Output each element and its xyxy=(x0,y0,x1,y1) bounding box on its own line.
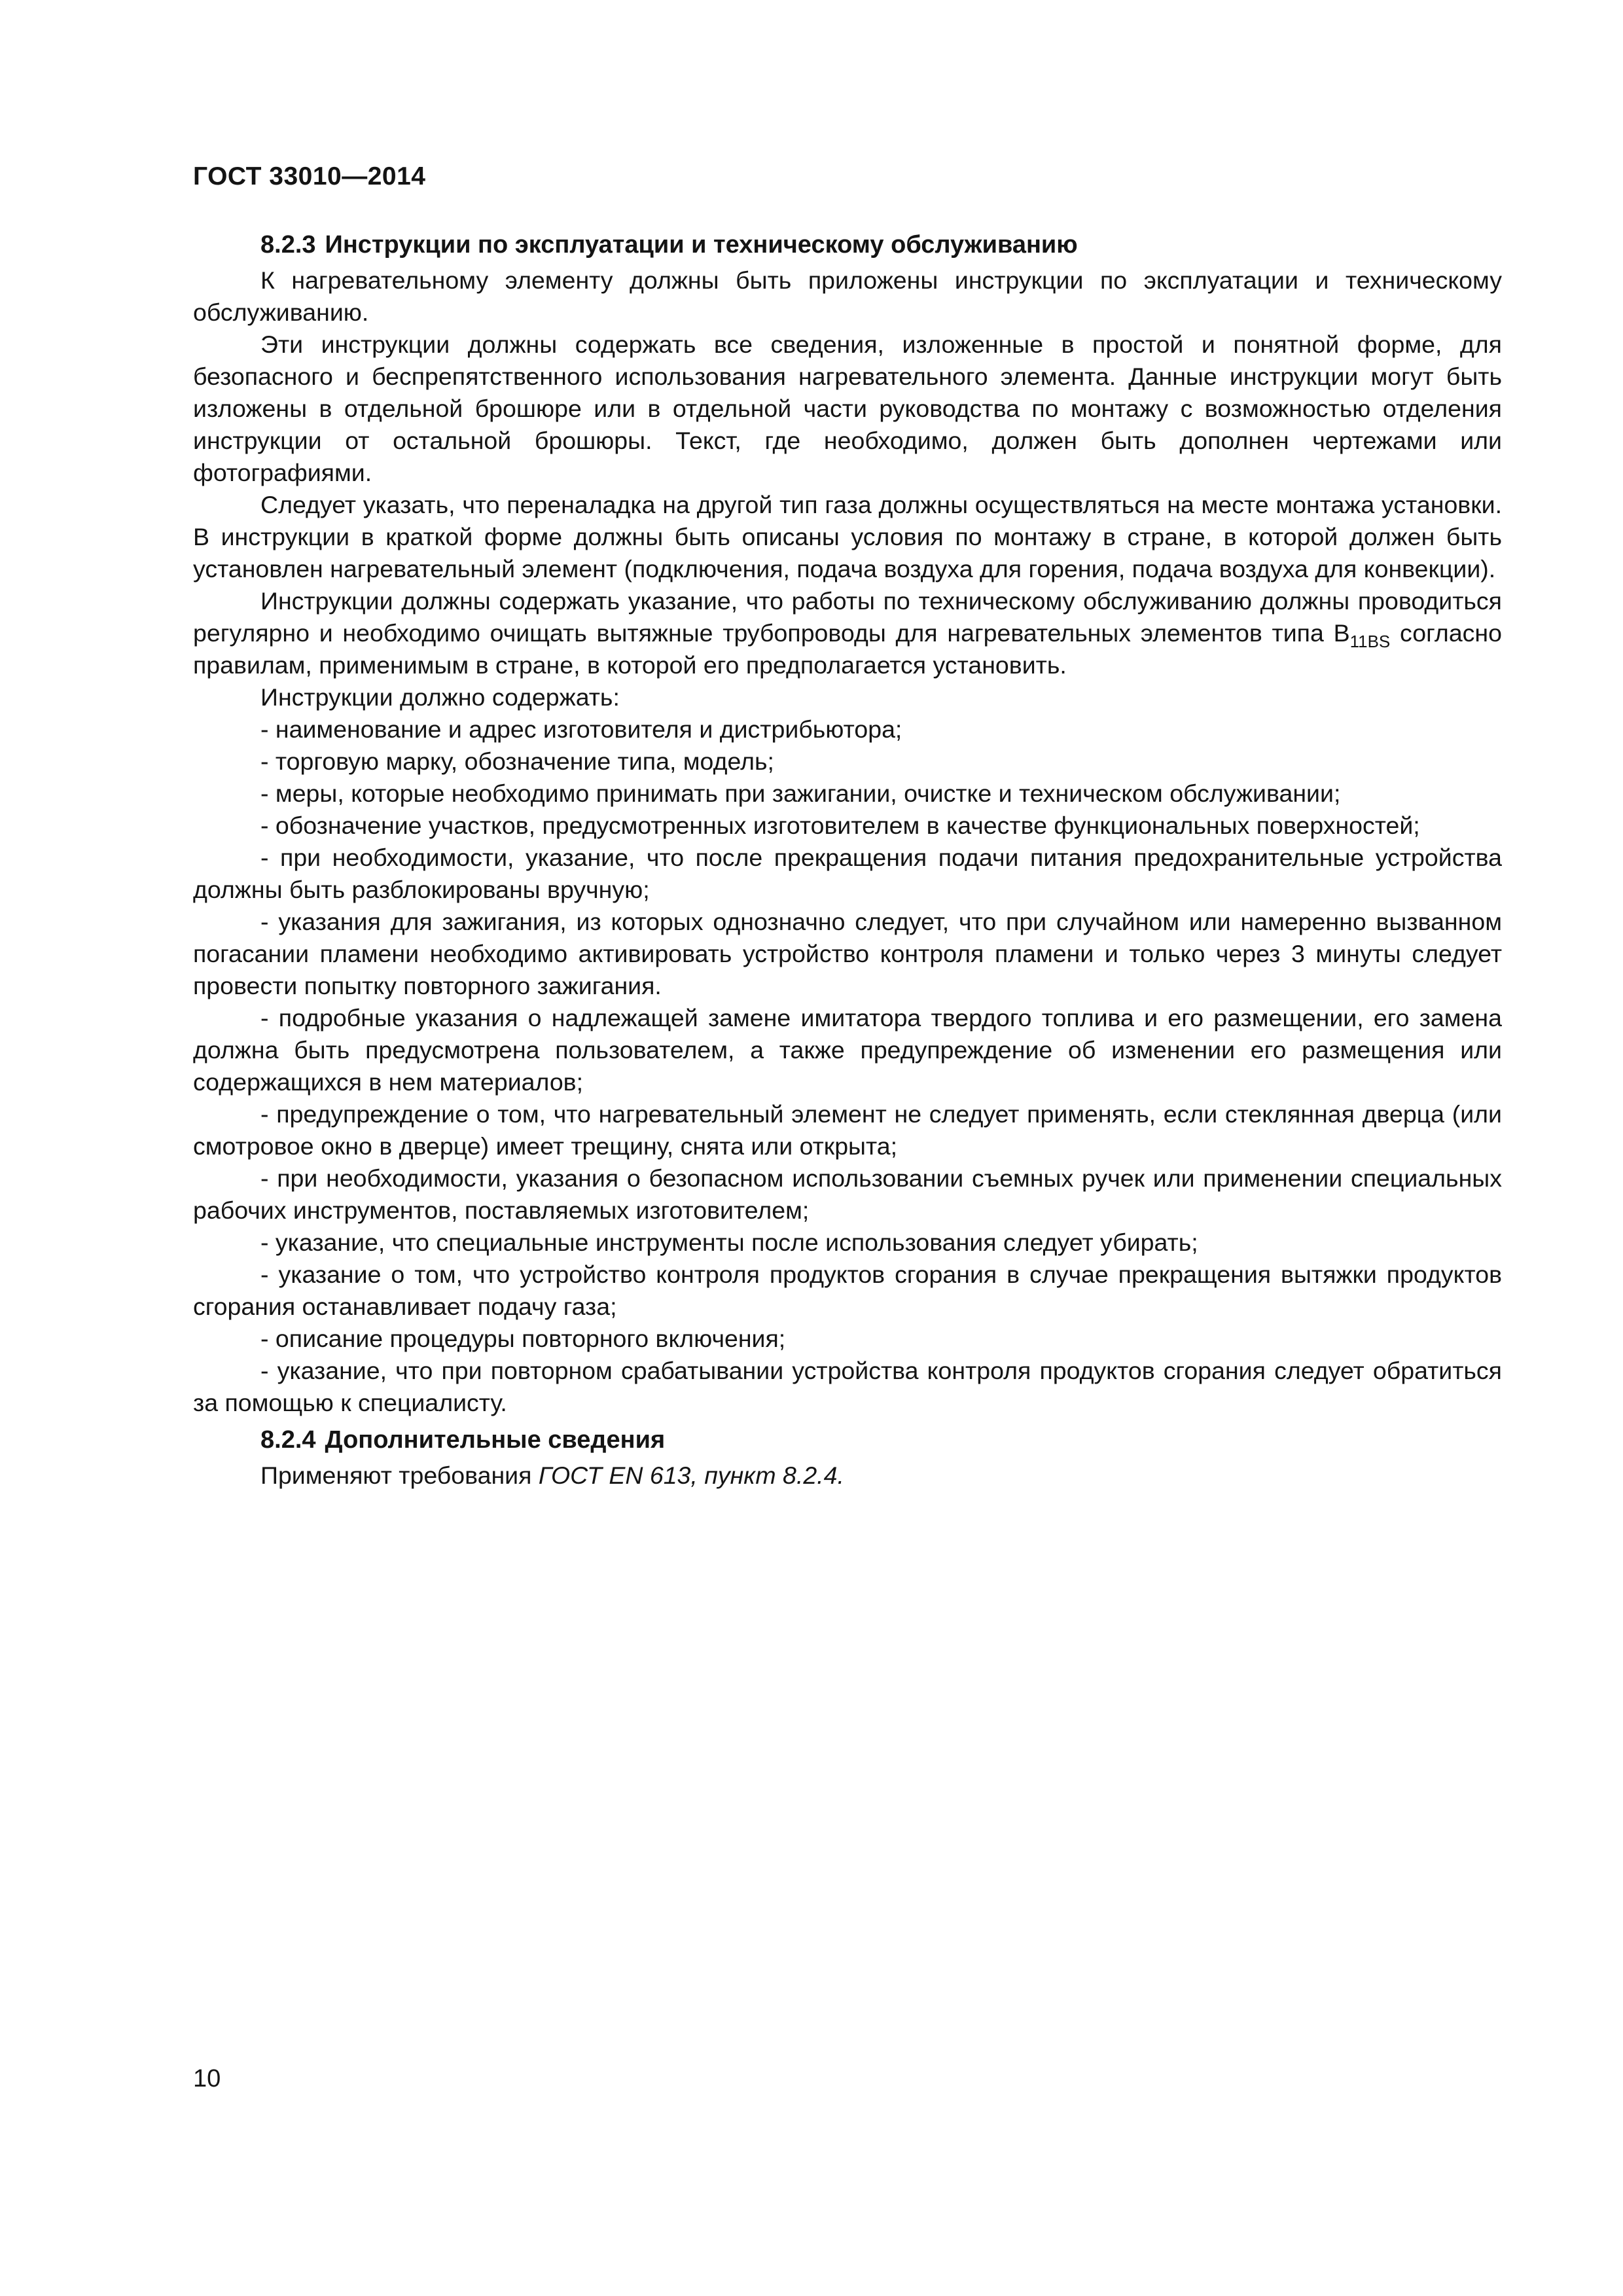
list-item: - указания для зажигания, из которых однозначно следует, что при случайном или намеренно вызванном погасании пламени необходимо активировать устройство контроля пламени и только через 3 минуты следует провести попытку повторного зажигания. xyxy=(193,908,1502,999)
list-item: - указание, что специальные инструменты после использования следует убирать; xyxy=(260,1229,1198,1256)
text-span: Инструкции должны содержать указание, что работы по техническому обслуживанию должны проводиться регулярно и необходимо очищать вытяжные трубопроводы для нагревательных элементов типа B xyxy=(193,587,1502,647)
section-8-2-3-heading xyxy=(193,229,1502,261)
document-body xyxy=(193,229,1502,1492)
requirements-list xyxy=(193,713,1502,1419)
page-number: 10 xyxy=(193,2065,221,2092)
list-item: - при необходимости, указания о безопасном использовании съемных ручек или применении специальных рабочих инструментов, поставляемых изготовителем; xyxy=(193,1164,1502,1224)
list-item: - указание, что при повторном срабатывании устройства контроля продуктов сгорания следует обратиться за помощью к специалисту. xyxy=(193,1357,1502,1416)
list-item: - обозначение участков, предусмотренных изготовителем в качестве функциональных поверхностей; xyxy=(260,812,1420,839)
list-item: - меры, которые необходимо принимать при зажигании, очистке и техническом обслуживании; xyxy=(260,780,1341,807)
paragraph xyxy=(193,1460,1502,1492)
list-item: - предупреждение о том, что нагревательный элемент не следует применять, если стеклянная дверца (или смотровое окно в дверце) имеет трещину, снята или открыта; xyxy=(193,1100,1502,1160)
section-number: 8.2.3 xyxy=(260,231,316,259)
paragraph: К нагревательному элементу должны быть приложены инструкции по эксплуатации и техническому обслуживанию. xyxy=(193,266,1502,326)
list-item: - при необходимости, указание, что после прекращения подачи питания предохранительные устройства должны быть разблокированы вручную; xyxy=(193,844,1502,903)
list-item: - наименование и адрес изготовителя и дистрибьютора; xyxy=(260,715,902,743)
standard-reference: ГОСТ EN 613, пункт 8.2.4. xyxy=(538,1462,844,1489)
section-title-text: Дополнительные сведения xyxy=(325,1426,666,1454)
list-item: - указание о том, что устройство контроля продуктов сгорания в случае прекращения вытяжки продуктов сгорания останавливает подачу газа; xyxy=(193,1261,1502,1320)
section-number: 8.2.4 xyxy=(260,1426,316,1454)
list-item: - торговую марку, обозначение типа, модель; xyxy=(260,747,774,775)
list-intro: Инструкции должно содержать: xyxy=(260,683,620,711)
list-item: - подробные указания о надлежащей замене имитатора твердого топлива и его размещении, его замена должна быть предусмотрена пользователем, а также предупреждение об изменении его размещения или содержащихся в нем материалов; xyxy=(193,1004,1502,1096)
text-span: согласно правилам, применимым в стране, в которой его предполагается установить. xyxy=(193,619,1502,679)
paragraph: Эти инструкции должны содержать все сведения, изложенные в простой и понятной форме, для безопасного и беспрепятственного использования нагревательного элемента. Данные инструкции могут быть изложены в отдельной брошюре или в отдельной части руководства по монтажу с возможностью отделения инструкции от остальной брошюры. Текст, где необходимо, должен быть дополнен чертежами или фотографиями. xyxy=(193,331,1502,486)
subscript: 11BS xyxy=(1349,632,1391,651)
list-item: - описание процедуры повторного включения; xyxy=(260,1325,786,1352)
section-title-text: Инструкции по эксплуатации и техническому обслуживанию xyxy=(325,231,1078,259)
paragraph: Следует указать, что переналадка на другой тип газа должны осуществляться на месте монтажа установки. В инструкции в краткой форме должны быть описаны условия по монтажу в стране, в которой должен быть установлен нагревательный элемент (подключения, подача воздуха для горения, подача воздуха для конвекции). xyxy=(193,491,1502,583)
paragraph-with-subscript xyxy=(193,585,1502,681)
text-span: Применяют требования xyxy=(260,1462,539,1489)
document-code-header: ГОСТ 33010—2014 xyxy=(193,162,426,190)
section-8-2-4-heading xyxy=(193,1424,1502,1456)
